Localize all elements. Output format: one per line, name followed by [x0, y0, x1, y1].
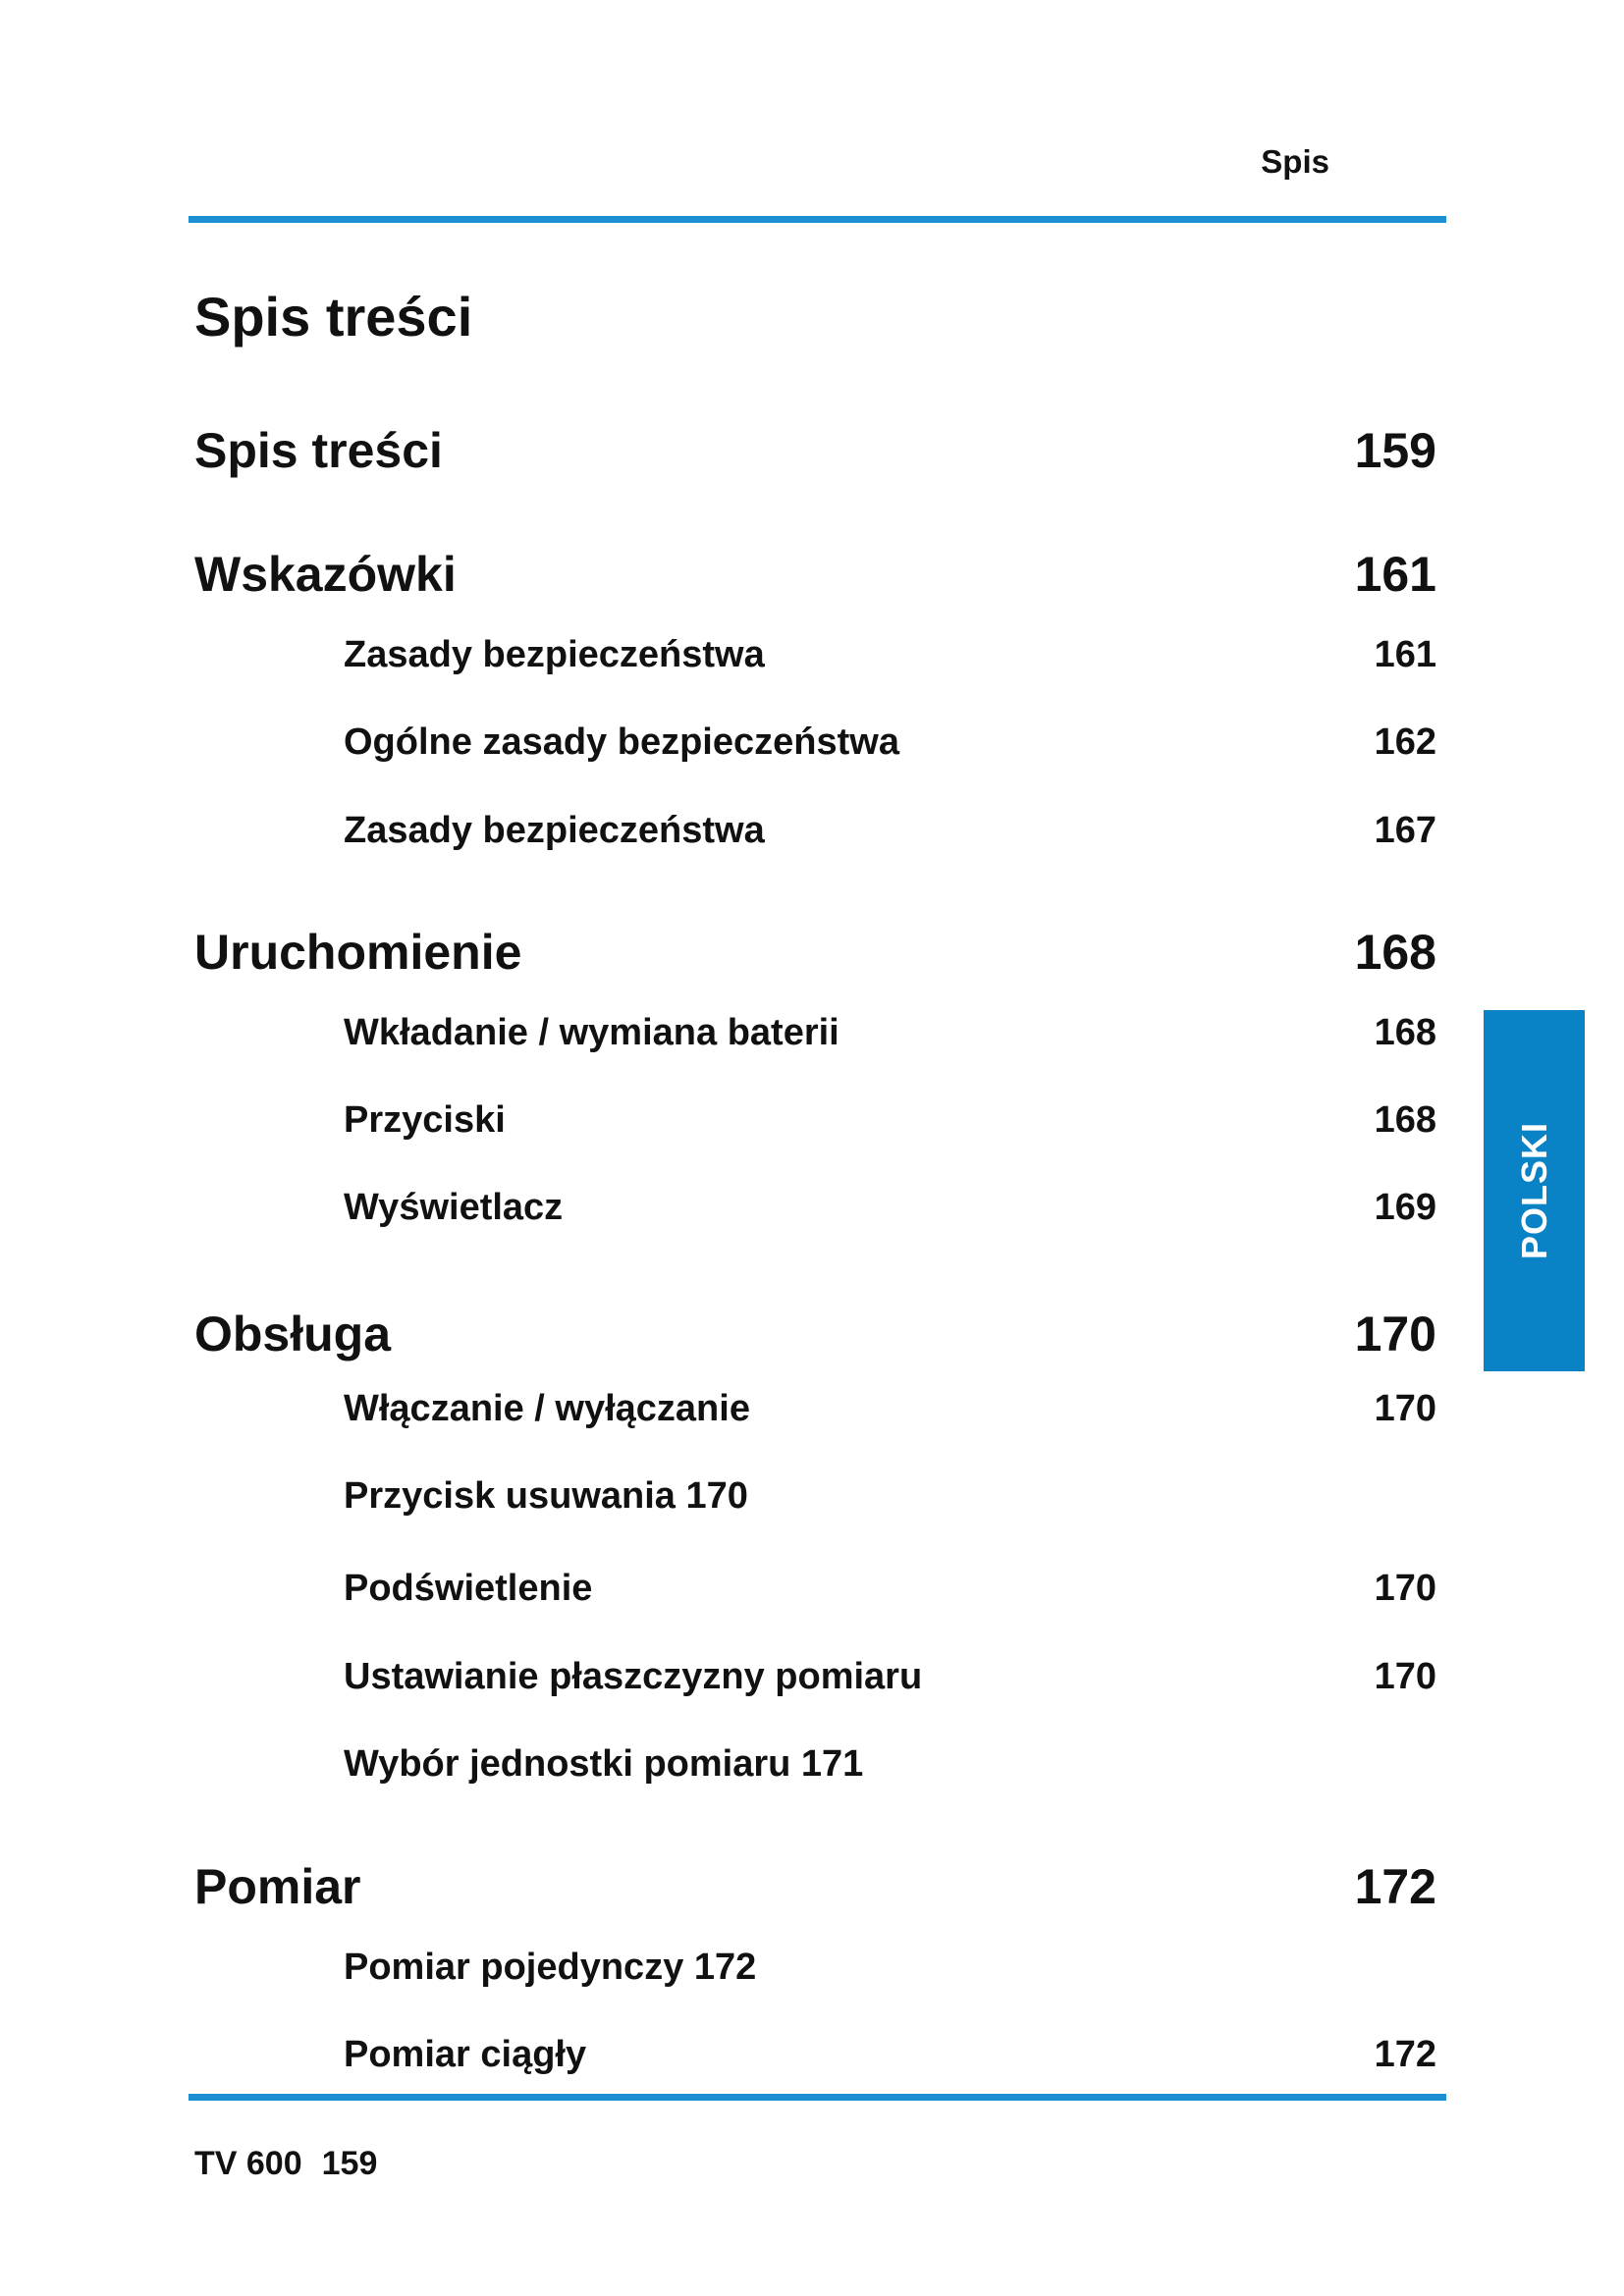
toc-entry-text: Spis treści [194, 423, 443, 478]
toc-entry-text: Zasady bezpieczeństwa [344, 634, 765, 675]
bottom-divider [189, 2094, 1446, 2101]
toc-page-number: 170 [1374, 1388, 1436, 1429]
toc-entry-text: Ustawianie płaszczyzny pomiaru [344, 1656, 923, 1697]
toc-entry-text: Obsługa [194, 1307, 392, 1362]
toc-page-number: 168 [1374, 1099, 1436, 1141]
toc-page-number: 170 [1374, 1656, 1436, 1697]
toc-entry-text: Pomiar ciągły [344, 2034, 587, 2075]
toc-entry-text: Wyświetlacz [344, 1187, 564, 1228]
toc-entry-text: Wkładanie / wymiana baterii [344, 1012, 839, 1053]
language-tab [1484, 1010, 1585, 1371]
toc-entry-text: Uruchomienie [194, 925, 522, 980]
toc-entry-text: Wybór jednostki pomiaru 171 [344, 1743, 864, 1785]
top-divider [189, 216, 1446, 223]
page-title: Spis treści [194, 286, 473, 347]
toc-entry-text: Przycisk usuwania 170 [344, 1475, 748, 1517]
footer-model: TV 600 [194, 2145, 302, 2182]
toc-page-number: 170 [1374, 1568, 1436, 1609]
toc-page-number: 161 [1374, 634, 1436, 675]
toc-page-number: 172 [1354, 1859, 1436, 1914]
page-footer [194, 2145, 377, 2183]
toc-entry-text: Podświetlenie [344, 1568, 593, 1609]
toc-page-number: 168 [1354, 925, 1436, 980]
toc-page-number: 167 [1374, 810, 1436, 851]
toc-page-number: 169 [1374, 1187, 1436, 1228]
toc-page-number: 170 [1354, 1307, 1436, 1362]
toc-page-number: 161 [1354, 547, 1436, 602]
toc-page-number: 168 [1374, 1012, 1436, 1053]
toc-entry-text: Pomiar pojedynczy 172 [344, 1947, 757, 1988]
toc-entry-text: Przyciski [344, 1099, 506, 1141]
toc-entry-text: Ogólne zasady bezpieczeństwa [344, 721, 899, 763]
running-header: Spis [1261, 143, 1329, 180]
toc-page-number: 172 [1374, 2034, 1436, 2075]
language-tab-label: POLSKI [1513, 1121, 1554, 1260]
toc-entry-text: Włączanie / wyłączanie [344, 1388, 750, 1429]
toc-page-number: 159 [1354, 423, 1436, 478]
toc-entry-text: Pomiar [194, 1859, 361, 1914]
toc-entry-text: Wskazówki [194, 547, 457, 602]
toc-page-number: 162 [1374, 721, 1436, 763]
toc-entry-text: Zasady bezpieczeństwa [344, 810, 765, 851]
footer-page-number: 159 [321, 2145, 378, 2182]
